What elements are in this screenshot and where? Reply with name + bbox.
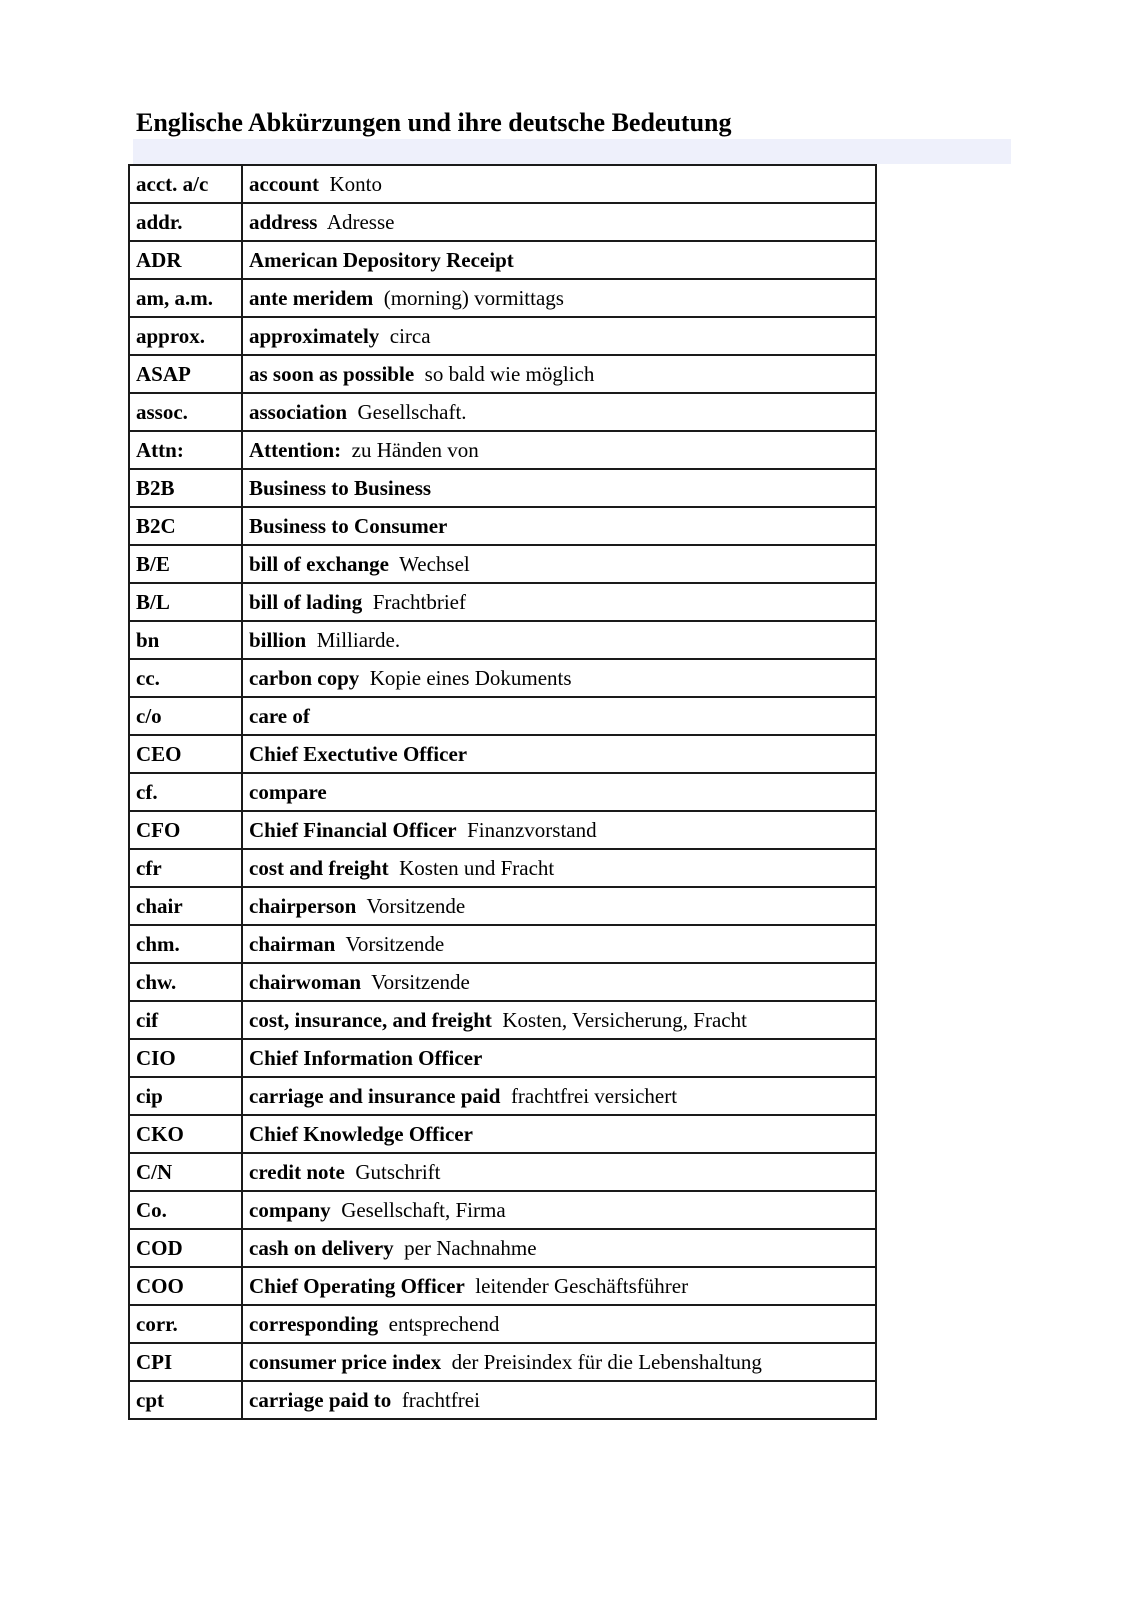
english-term: address <box>249 210 318 234</box>
abbreviation-cell: cpt <box>129 1381 242 1419</box>
abbreviation-cell: Co. <box>129 1191 242 1229</box>
english-term: Chief Operating Officer <box>249 1274 465 1298</box>
abbreviation-cell: CIO <box>129 1039 242 1077</box>
english-term: chairman <box>249 932 336 956</box>
meaning-cell <box>242 1381 876 1419</box>
abbreviation-cell: cc. <box>129 659 242 697</box>
german-translation: frachtfrei <box>401 1388 480 1412</box>
meaning-cell <box>242 1229 876 1267</box>
english-term: credit note <box>249 1160 345 1184</box>
meaning-cell <box>242 925 876 963</box>
meaning-cell <box>242 355 876 393</box>
english-term: bill of exchange <box>249 552 389 576</box>
abbreviation-cell: CEO <box>129 735 242 773</box>
german-translation: per Nachnahme <box>404 1236 537 1260</box>
table-row <box>129 697 876 735</box>
abbreviation-cell: chair <box>129 887 242 925</box>
english-term: cash on delivery <box>249 1236 394 1260</box>
meaning-cell <box>242 773 876 811</box>
abbreviation-cell: acct. a/c <box>129 165 242 203</box>
abbreviation-cell: chw. <box>129 963 242 1001</box>
abbreviation-cell: am, a.m. <box>129 279 242 317</box>
table-row <box>129 773 876 811</box>
meaning-cell <box>242 583 876 621</box>
english-term: cost and freight <box>249 856 389 880</box>
german-translation: Wechsel <box>399 552 470 576</box>
table-row <box>129 469 876 507</box>
german-translation: Vorsitzende <box>366 894 466 918</box>
meaning-cell <box>242 545 876 583</box>
meaning-cell <box>242 1001 876 1039</box>
meaning-cell <box>242 811 876 849</box>
german-translation: zu Händen von <box>351 438 479 462</box>
german-translation: Konto <box>329 172 382 196</box>
german-translation: Gesellschaft, Firma <box>341 1198 506 1222</box>
english-term: Chief Exectutive Officer <box>249 742 468 766</box>
table-row <box>129 1267 876 1305</box>
english-term: corresponding <box>249 1312 379 1336</box>
abbreviation-cell: B/L <box>129 583 242 621</box>
table-row <box>129 735 876 773</box>
english-term: company <box>249 1198 331 1222</box>
meaning-cell <box>242 1343 876 1381</box>
english-term: association <box>249 400 348 424</box>
english-term: chairwoman <box>249 970 361 994</box>
abbreviation-cell: CKO <box>129 1115 242 1153</box>
german-translation: Milliarde. <box>316 628 401 652</box>
abbreviation-cell: cip <box>129 1077 242 1115</box>
abbreviation-cell: addr. <box>129 203 242 241</box>
german-translation: entsprechend <box>388 1312 500 1336</box>
table-row <box>129 1343 876 1381</box>
table-row <box>129 963 876 1001</box>
abbreviation-cell: approx. <box>129 317 242 355</box>
german-translation: leitender Geschäftsführer <box>475 1274 689 1298</box>
abbreviation-cell: Attn: <box>129 431 242 469</box>
english-term: account <box>249 172 319 196</box>
table-row <box>129 203 876 241</box>
meaning-cell <box>242 469 876 507</box>
meaning-cell <box>242 1039 876 1077</box>
abbreviation-cell: chm. <box>129 925 242 963</box>
table-row <box>129 355 876 393</box>
abbreviation-cell: bn <box>129 621 242 659</box>
meaning-cell <box>242 1305 876 1343</box>
abbreviation-cell: C/N <box>129 1153 242 1191</box>
table-row <box>129 1001 876 1039</box>
table-row <box>129 849 876 887</box>
meaning-cell <box>242 887 876 925</box>
english-term: carriage paid to <box>249 1388 392 1412</box>
table-row <box>129 507 876 545</box>
table-row <box>129 431 876 469</box>
english-term: chairperson <box>249 894 357 918</box>
german-translation: Gesellschaft. <box>357 400 467 424</box>
english-term: consumer price index <box>249 1350 442 1374</box>
german-translation: Vorsitzende <box>345 932 445 956</box>
meaning-cell <box>242 393 876 431</box>
table-row <box>129 1381 876 1419</box>
english-term: cost, insurance, and freight <box>249 1008 492 1032</box>
german-translation: der Preisindex für die Lebenshaltung <box>451 1350 762 1374</box>
english-term: approximately <box>249 324 380 348</box>
abbreviation-cell: COD <box>129 1229 242 1267</box>
meaning-cell <box>242 1153 876 1191</box>
table-row <box>129 1153 876 1191</box>
table-row <box>129 1039 876 1077</box>
meaning-cell <box>242 735 876 773</box>
table-row <box>129 241 876 279</box>
meaning-cell <box>242 697 876 735</box>
english-term: billion <box>249 628 307 652</box>
german-translation: Vorsitzende <box>371 970 470 994</box>
abbreviation-cell: cfr <box>129 849 242 887</box>
english-term: American Depository Receipt <box>249 248 514 272</box>
meaning-cell <box>242 203 876 241</box>
abbreviation-cell: B2C <box>129 507 242 545</box>
german-translation: Kosten und Fracht <box>399 856 555 880</box>
german-translation: Frachtbrief <box>372 590 466 614</box>
abbreviation-cell: cif <box>129 1001 242 1039</box>
meaning-cell <box>242 1115 876 1153</box>
english-term: as soon as possible <box>249 362 415 386</box>
table-row <box>129 393 876 431</box>
abbreviation-cell: c/o <box>129 697 242 735</box>
table-row <box>129 545 876 583</box>
table-row <box>129 583 876 621</box>
english-term: Attention: <box>249 438 342 462</box>
meaning-cell <box>242 1077 876 1115</box>
german-translation: Kosten, Versicherung, Fracht <box>502 1008 747 1032</box>
german-translation: circa <box>389 324 431 348</box>
table-row <box>129 1191 876 1229</box>
english-term: compare <box>249 780 327 804</box>
english-term: ante meridem <box>249 286 374 310</box>
german-translation: Finanzvorstand <box>467 818 597 842</box>
english-term: bill of lading <box>249 590 363 614</box>
english-term: care of <box>249 704 310 728</box>
table-row <box>129 317 876 355</box>
abbreviation-cell: CPI <box>129 1343 242 1381</box>
meaning-cell <box>242 659 876 697</box>
page-title: Englische Abkürzungen und ihre deutsche Bedeutung <box>136 108 732 137</box>
english-term: carriage and insurance paid <box>249 1084 501 1108</box>
abbreviation-cell: ADR <box>129 241 242 279</box>
german-translation: so bald wie möglich <box>424 362 595 386</box>
table-row <box>129 1229 876 1267</box>
meaning-cell <box>242 507 876 545</box>
german-translation: Adresse <box>326 210 395 234</box>
table-row <box>129 811 876 849</box>
abbreviation-cell: corr. <box>129 1305 242 1343</box>
meaning-cell <box>242 621 876 659</box>
english-term: Chief Financial Officer <box>249 818 457 842</box>
abbreviation-cell: COO <box>129 1267 242 1305</box>
meaning-cell <box>242 431 876 469</box>
abbreviation-table-body <box>129 165 876 1419</box>
english-term: Chief Information Officer <box>249 1046 483 1070</box>
english-term: Business to Consumer <box>249 514 448 538</box>
table-row <box>129 659 876 697</box>
english-term: carbon copy <box>249 666 360 690</box>
abbreviation-cell: assoc. <box>129 393 242 431</box>
meaning-cell <box>242 317 876 355</box>
table-row <box>129 279 876 317</box>
table-row <box>129 887 876 925</box>
table-row <box>129 621 876 659</box>
meaning-cell <box>242 241 876 279</box>
table-row <box>129 165 876 203</box>
german-translation: (morning) vormittags <box>383 286 564 310</box>
abbreviation-cell: B2B <box>129 469 242 507</box>
german-translation: Gutschrift <box>355 1160 441 1184</box>
table-row <box>129 1077 876 1115</box>
abbreviation-cell: CFO <box>129 811 242 849</box>
meaning-cell <box>242 963 876 1001</box>
abbreviation-cell: B/E <box>129 545 242 583</box>
title-highlight-band <box>133 139 1011 164</box>
meaning-cell <box>242 165 876 203</box>
meaning-cell <box>242 1191 876 1229</box>
abbreviation-cell: cf. <box>129 773 242 811</box>
english-term: Business to Business <box>249 476 432 500</box>
english-term: Chief Knowledge Officer <box>249 1122 473 1146</box>
table-row <box>129 925 876 963</box>
table-row <box>129 1305 876 1343</box>
table-row <box>129 1115 876 1153</box>
german-translation: frachtfrei versichert <box>510 1084 678 1108</box>
meaning-cell <box>242 279 876 317</box>
abbreviation-table <box>128 164 877 1420</box>
meaning-cell <box>242 849 876 887</box>
german-translation: Kopie eines Dokuments <box>369 666 572 690</box>
abbreviation-cell: ASAP <box>129 355 242 393</box>
meaning-cell <box>242 1267 876 1305</box>
